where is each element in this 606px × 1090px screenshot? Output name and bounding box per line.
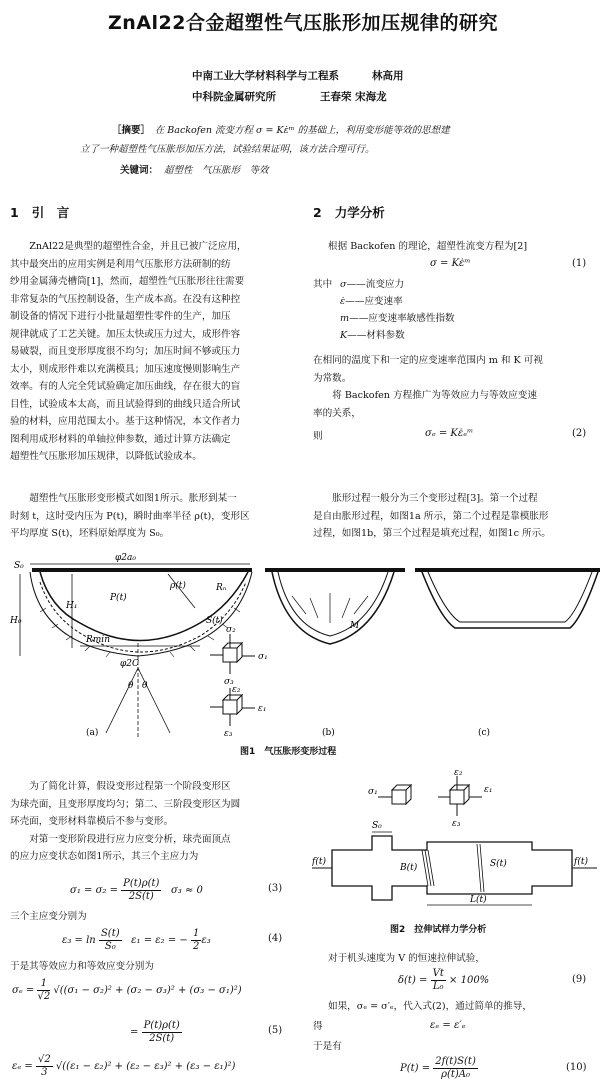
constants-line: 率的关系， (313, 407, 361, 419)
fig2-s0: S₀ (372, 821, 382, 831)
label-rn: Rₙ (216, 583, 227, 593)
constants-line: 在相同的温度下和一定的应变速率范围内 m 和 K 可视 (313, 355, 543, 366)
derive-text: 如果，σₑ = σ′ₑ，代入式(2)，通过简单的推导， (328, 1001, 532, 1012)
simplify-line: 对第一变形阶段进行应力应变分析，球壳面顶点 (29, 833, 231, 845)
equation-6: εₑ = $\frac{√2}{3}$ √((ε₁ − ε₂)² + (ε₂ − ε₃)² + (ε₃ − ε₁)²) (12, 1054, 236, 1078)
section-2-title: 力学分析 (334, 205, 385, 220)
de-label: 得 (313, 1021, 323, 1032)
abstract-line-1: 在 Backofen 流变方程 σ = Kε̇ᵐ 的基础上，利用变形能等效的思想建 (154, 125, 450, 136)
figure-1b-arrows (292, 593, 368, 623)
fig2-st: S(t) (490, 859, 507, 869)
paper-title: ZnAl22合金超塑性气压胀形加压规律的研究 (108, 12, 498, 34)
simplify-line: 为了简化计算，假设变形过程第一个阶段变形区 (29, 781, 231, 792)
section-2-heading (313, 203, 385, 221)
fig2-cube-right (438, 776, 482, 816)
specimen-hatch-left (422, 850, 434, 886)
simplify-line: 的应力应变状态如图1所示，其三个主应力为 (10, 851, 199, 862)
figure-1-caption: 图1 气压胀形变形过程 (240, 747, 337, 757)
abstract-label: ［摘要］ (112, 125, 146, 136)
equation-10: P(t) = $\frac{2f(t)S(t)}{\text{ρ(t)A₀}}$ (400, 1056, 476, 1080)
so-label: 于是有 (313, 1041, 342, 1052)
intro-line: 纱用金属薄壳槽筒[1]，然而，超塑性气压胀形往往需要 (10, 276, 245, 287)
label-theta-1: θ (128, 681, 134, 691)
label-rho: ρ(t) (170, 581, 186, 591)
keywords-value: 超塑性 气压胀形 等效 (164, 165, 269, 176)
label-sigma2: σ₂ (226, 625, 236, 635)
figure-1 (10, 548, 600, 743)
tensile-intro: 对于机头速度为 V 的恒速拉伸试验， (328, 953, 485, 964)
constants-paragraph (313, 352, 595, 422)
intro-line: 非常复杂的气压控制设备，生产成本高。在没有这种控 (10, 293, 241, 305)
intro-line: 超塑性气压胀形加压规律，以降低试验成本。 (10, 451, 202, 462)
simplify-line: 为球壳面，且变形厚度均匀；第二、三阶段变形区为圆 (10, 798, 241, 810)
intro-line: 太小，则成形件难以充满模具；加压速度慢则影响生产 (10, 363, 241, 375)
intro-line: 验的材料，应用范围太小。基于这种情况，本文作者力 (10, 416, 241, 427)
figure-2-caption: 图2 拉伸试样力学分析 (390, 925, 487, 935)
specimen-hatch-right (477, 844, 484, 892)
section-2-number: 2 (313, 205, 322, 220)
equation-1-number: (1) (572, 258, 587, 269)
symbol: m (340, 313, 350, 324)
authors-1: 林高用 (372, 70, 404, 82)
intro-line: 规律就成了工艺关键。加压太快或压力过大，成形件容 (10, 328, 241, 340)
fig2-eps3: ε₃ (452, 819, 461, 829)
label-theta-2: θ (142, 681, 148, 691)
label-phi2c: φ2C (120, 659, 139, 669)
fig2-eps1: ε₁ (484, 785, 493, 795)
fig2-ft-left: f(t) (312, 857, 326, 867)
symbol-definition (340, 310, 455, 327)
fig2-ft-right: f(t) (574, 857, 588, 867)
equation-2-number: (2) (572, 428, 587, 439)
equivalent-intro: 于是其等效应力和等效应变分别为 (10, 961, 154, 972)
abstract (112, 122, 532, 139)
symbol-description: ——应变速率 (345, 296, 403, 307)
figure-1c-die (415, 570, 600, 628)
fig2-cube-left (378, 785, 411, 804)
stress-cube-1 (210, 634, 255, 674)
equation-3 (70, 878, 203, 903)
symbol-description: ——应变速率敏感性指数 (349, 313, 455, 324)
intro-line: 图利用成形材料的单轴拉伸参数，通过计算方法确定 (10, 433, 231, 445)
equation-10-number: (10) (566, 1062, 587, 1073)
intro-line: 易破裂，而且变形厚度很不均匀；加压时间不够或压力 (10, 346, 241, 357)
symbol-definition (340, 276, 455, 293)
section-1-title: 引 言 (31, 205, 70, 220)
process-line: 是自由胀形过程，如图1a 所示，第二个过程是靠模胀形 (313, 510, 549, 522)
label-h0: H₀ (10, 616, 22, 626)
equation-5b: = $\frac{P(t)\rho(t)}{2S(t)}$ (130, 1020, 180, 1044)
intro-line: 制设备的情况下进行小批量超塑性零件的生产，加压 (10, 311, 231, 322)
label-eps3: ε₃ (224, 729, 233, 739)
strain-intro: 三个主应变分别为 (10, 911, 87, 922)
mode-paragraph (10, 490, 295, 543)
eq3-lhs: σ₁ = σ₂ = (70, 885, 118, 896)
figure-2 (312, 770, 602, 920)
intro-line: 其中最突出的应用实例是利用气压胀形方法研制的纺 (10, 258, 231, 270)
constants-line: 将 Backofen 方程推广为等效应力与等效应变速 (332, 390, 537, 401)
label-eps1: ε₁ (258, 704, 267, 714)
simplify-paragraph (10, 778, 295, 866)
label-st: S(t) (206, 616, 223, 626)
symbol: ε̇ (340, 296, 346, 307)
symbol-description: ——材料参数 (347, 330, 405, 341)
mode-line: 超塑性气压胀形变形模式如图1所示。胀形到某一 (29, 493, 237, 504)
keywords (120, 162, 269, 176)
eq3-frac: $\frac{P(t)\rho(t)}{2S(t)}$ (123, 878, 160, 902)
equation-2: σₑ = Kε̇ₑᵐ (425, 428, 474, 439)
intro-line: ZnAl22是典型的超塑性合金，并且已被广泛应用， (29, 241, 247, 252)
where-label: 其中 (313, 279, 333, 290)
symbol-definition (340, 327, 455, 344)
figure-1b-label: (b) (322, 728, 335, 738)
figure-1b-die (265, 570, 405, 644)
label-sigma3: σ₃ (224, 677, 234, 687)
equation-4-number: (4) (268, 933, 283, 944)
label-s0: S₀ (14, 561, 24, 571)
eq3-rhs: σ₃ ≈ 0 (170, 885, 203, 896)
process-line: 胀形过程一般分为三个变形过程[3]。第一个过程 (332, 493, 538, 504)
label-h1: H₁ (66, 601, 78, 611)
backofen-intro: 根据 Backofen 的理论，超塑性流变方程为[2] (328, 241, 528, 252)
section-1-heading (10, 203, 69, 221)
figure-1c-label: (c) (478, 728, 491, 738)
mode-line: 时刻 t，这时受内压为 P(t)，瞬时曲率半径 ρ(t)，变形区 (10, 510, 250, 522)
equation-1: σ = Kε̇ᵐ (430, 258, 471, 269)
intro-line: 效率。有的人完全凭试验确定加压曲线，存在很大的盲 (10, 381, 241, 392)
equation-9: δ(t) = $\frac{Vt}{\text{L₀}}$ × 100% (398, 968, 490, 992)
equation-5a: σₑ = $\frac{1}{√2}$ √((σ₁ − σ₂)² + (σ₂ − σ₃)² + (σ₃ − σ₁)²) (12, 978, 242, 1002)
fig2-eps2: ε₂ (454, 770, 463, 778)
equation-3-number: (3) (268, 883, 283, 894)
process-paragraph (313, 490, 595, 543)
label-phi2a0: φ2a₀ (115, 553, 137, 563)
fig2-lt: L(t) (470, 895, 487, 905)
equation-4: ε₃ = ln $\frac{S(t)}{\text{S₀}}$ ε₁ = ε₂ = − $\frac{1}{2}$ ε₃ (62, 928, 211, 952)
mode-line: 平均厚度 S(t)，坯料原始厚度为 S₀。 (10, 528, 170, 539)
affiliation-2: 中科院金属研究所 (192, 91, 276, 103)
symbol-list (340, 276, 455, 344)
section-1-number: 1 (10, 205, 19, 220)
label-rmin: Rmin (86, 635, 110, 645)
label-m: M (350, 621, 360, 631)
then-label: 则 (313, 431, 323, 442)
abstract-line-2: 立了一种超塑性气压胀形加压方法，试验结果证明，该方法合理可行。 (80, 144, 375, 155)
label-eps2: ε₂ (232, 685, 241, 695)
label-sigma1: σ₁ (258, 652, 268, 662)
symbol-description: ——流变应力 (346, 279, 405, 290)
equation-eq: εₑ = ε′ₑ (430, 1020, 466, 1031)
affiliation-1: 中南工业大学材料科学与工程系 (192, 70, 339, 82)
keywords-label: 关键词： (120, 165, 159, 176)
process-line: 过程，如图1b，第三个过程是填充过程，如图1c 所示。 (313, 528, 551, 539)
symbol: K (340, 330, 348, 341)
intro-paragraph (10, 238, 295, 466)
symbol-definition (340, 293, 455, 310)
symbol: σ (340, 279, 347, 290)
equation-9-number: (9) (572, 974, 587, 985)
simplify-line: 环壳面，变形材料靠模后不参与变形。 (10, 816, 174, 827)
figure-1a-label: (a) (86, 728, 99, 738)
intro-line: 目性，试验成本太高，而且试验得到的曲线只适合所试 (10, 398, 241, 410)
equation-5-number: (5) (268, 1025, 283, 1036)
authors-2: 王春荣 宋海龙 (320, 91, 387, 103)
fig2-bt: B(t) (400, 863, 418, 873)
label-pt: P(t) (110, 593, 127, 603)
constants-line: 为常数。 (313, 372, 352, 384)
fig2-sigma1: σ₁ (368, 787, 378, 797)
tensile-specimen (332, 836, 572, 900)
